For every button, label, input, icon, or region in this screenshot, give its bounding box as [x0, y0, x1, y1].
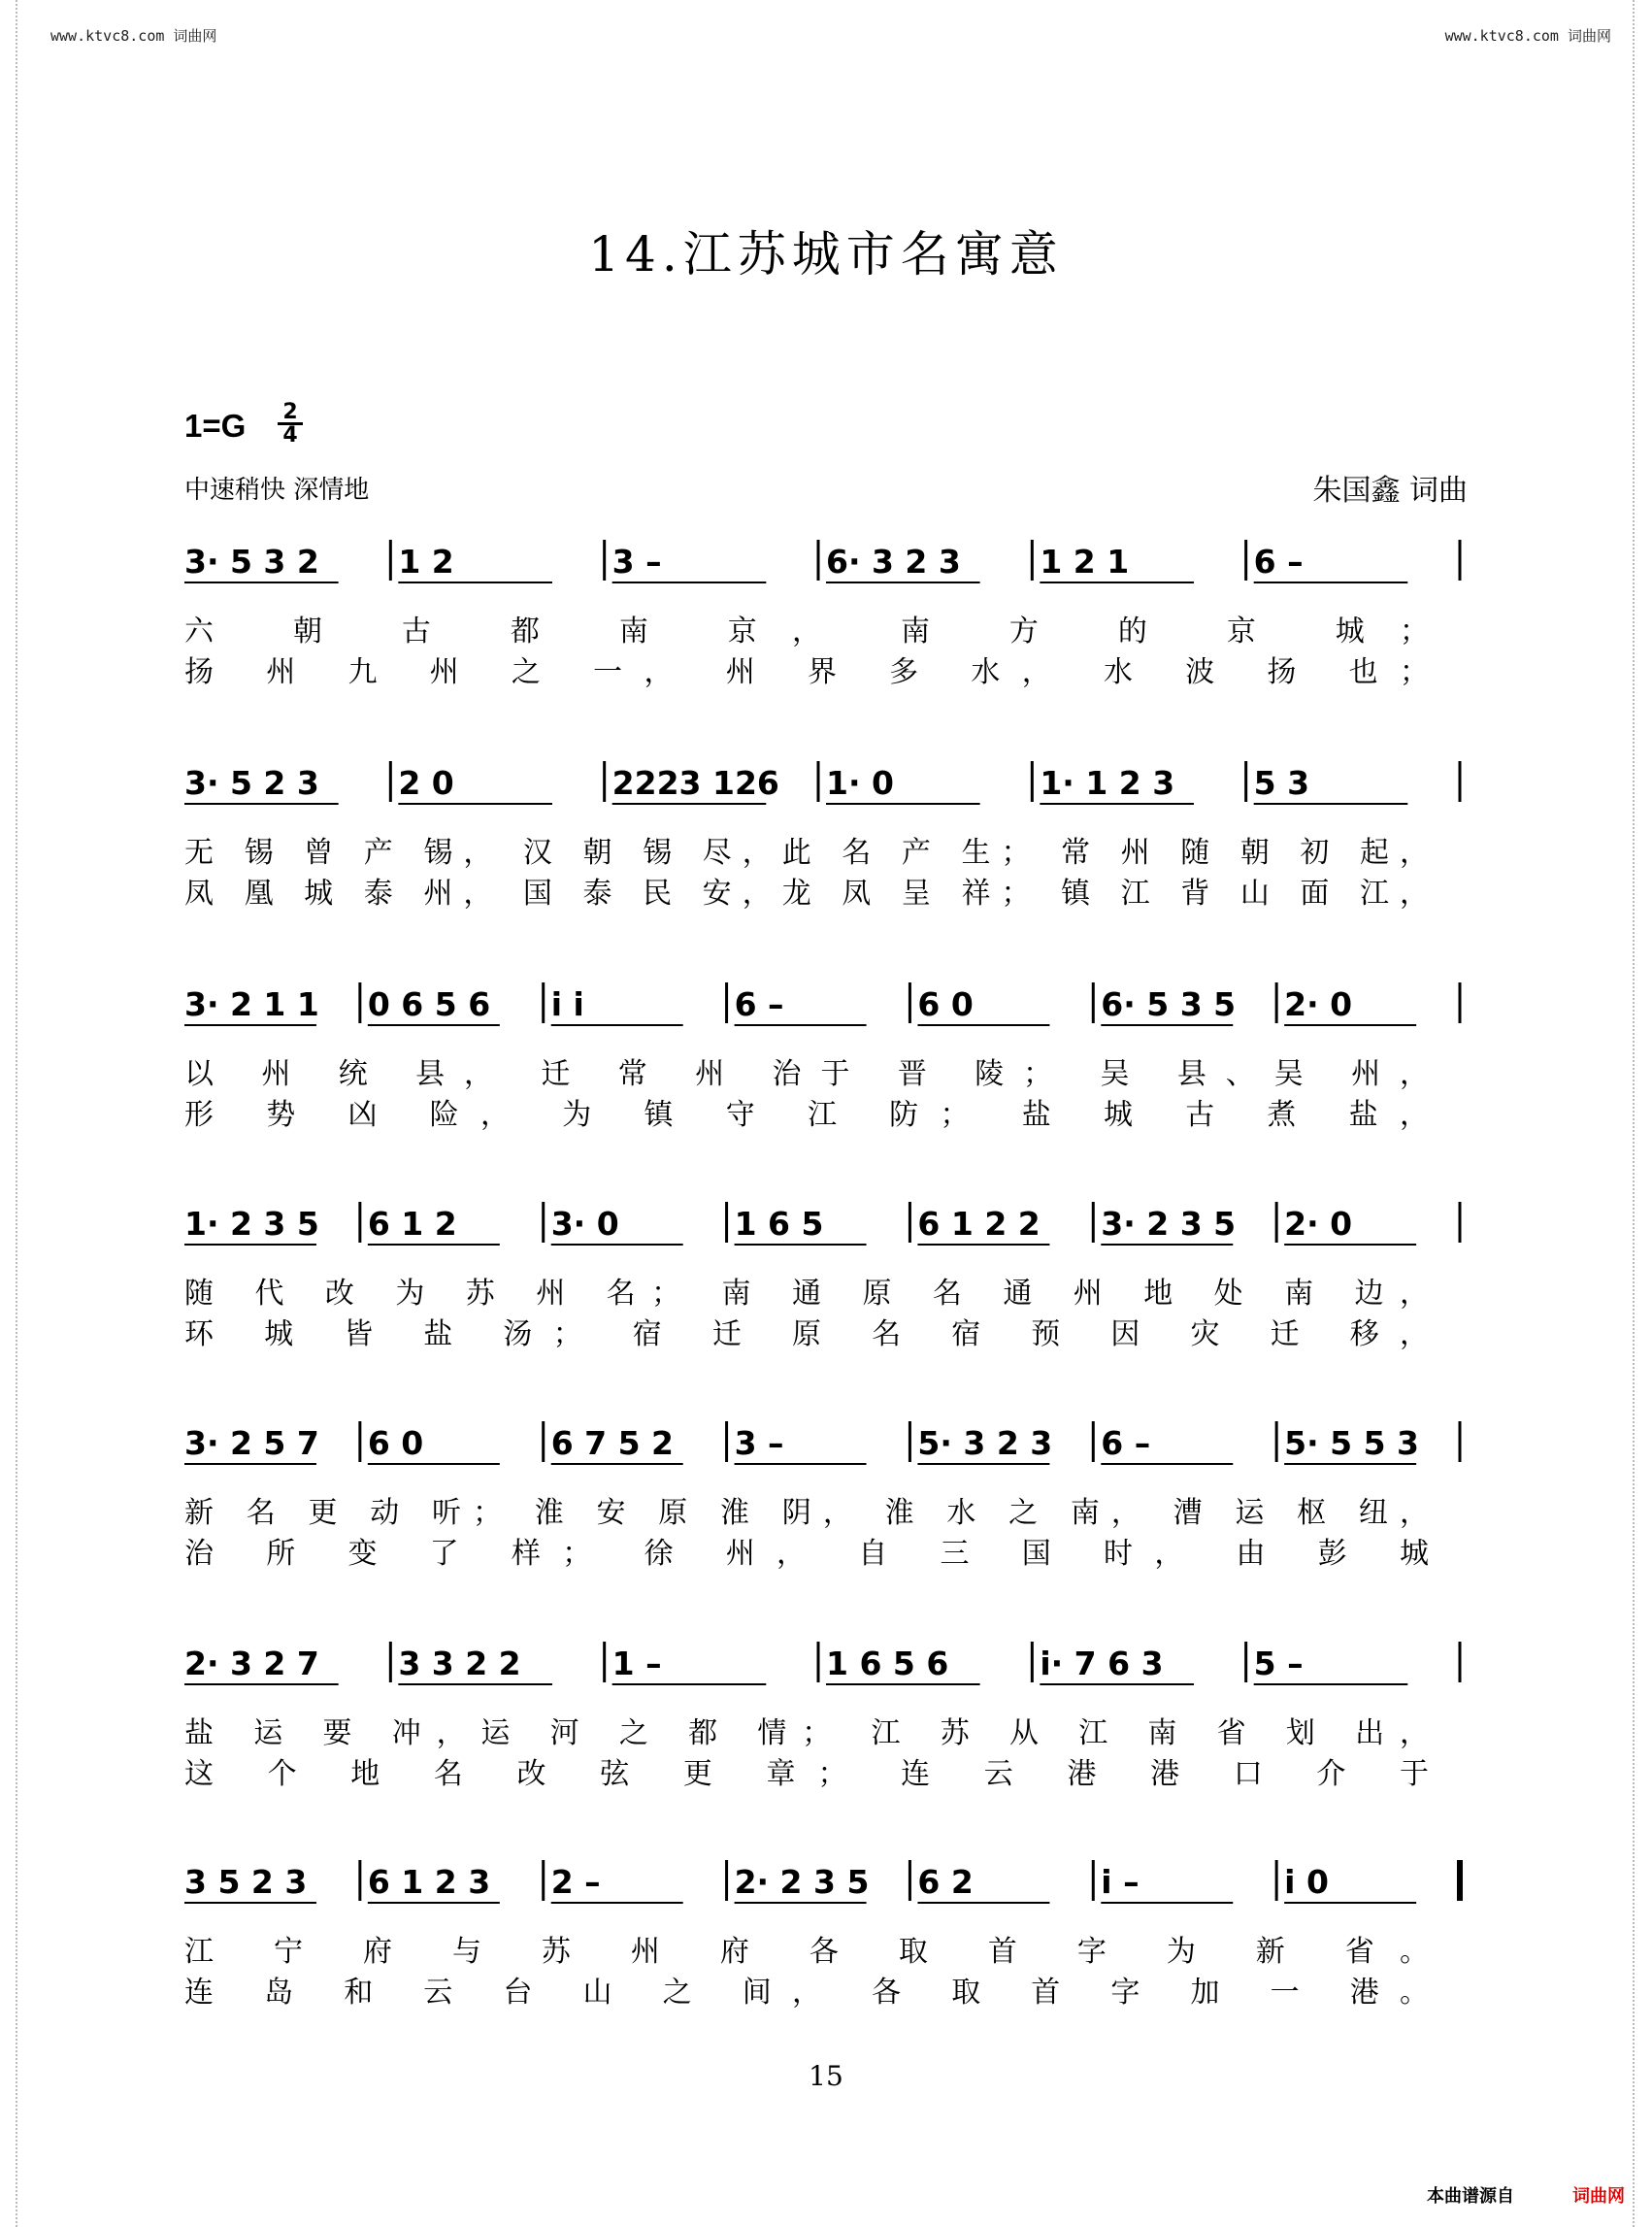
note-group: 1 2 1: [1040, 543, 1130, 581]
note-group: 6 –: [1101, 1424, 1151, 1462]
note-group: 1 6 5: [734, 1205, 824, 1243]
note-group: 3· 2 3 5: [1101, 1205, 1237, 1243]
note-group: 3· 5 3 2: [184, 543, 319, 581]
lyric-line-2: 扬 州 九 州 之 一， 州 界 多 水， 水 波 扬 也；: [184, 655, 1430, 689]
note-group: 6 1 2 3: [367, 1863, 491, 1901]
lyric-line-2: 凤 凰 城 泰 州， 国 泰 民 安，龙 凤 呈 祥； 镇 江 背 山 面 江，: [184, 877, 1430, 911]
note-group: 3 5 2 3: [184, 1863, 308, 1901]
note-group: i i: [550, 985, 584, 1023]
time-numerator: 2: [278, 402, 303, 425]
note-group: 2 –: [550, 1863, 601, 1901]
note-group: 6 7 5 2: [550, 1424, 675, 1462]
note-group: 2· 0: [1284, 985, 1353, 1023]
note-group: 6· 3 2 3: [826, 543, 961, 581]
note-group: i· 7 6 3: [1040, 1645, 1164, 1682]
note-group: 3· 0: [550, 1205, 619, 1243]
note-group: 5 3: [1253, 764, 1310, 802]
lyric-line-1: 六 朝 古 都 南 京， 南 方 的 京 城；: [184, 615, 1430, 648]
time-denominator: 4: [282, 423, 298, 448]
note-group: 0 6 5 6: [367, 985, 491, 1023]
note-group: 1· 1 2 3: [1040, 764, 1175, 802]
note-group: 3· 2 5 7: [184, 1424, 319, 1462]
note-group: 6 0: [367, 1424, 424, 1462]
footer-site: 词曲网: [1572, 2186, 1625, 2207]
lyric-line-1: 新 名 更 动 听； 淮 安 原 淮 阴， 淮 水 之 南， 漕 运 枢 纽，: [184, 1496, 1429, 1530]
note-group: 1 6 5 6: [826, 1645, 949, 1682]
note-group: 1· 0: [826, 764, 894, 802]
tempo-marking: 中速稍快 深情地: [184, 476, 370, 505]
note-group: 6 1 2 2: [917, 1205, 1041, 1243]
lyric-line-2: 环 城 皆 盐 汤； 宿 迁 原 名 宿 预 因 灾 迁 移，: [184, 1317, 1430, 1351]
lyric-line-1: 无 锡 曾 产 锡， 汉 朝 锡 尽，此 名 产 生； 常 州 随 朝 初 起，: [184, 836, 1430, 870]
note-group: 3· 5 2 3: [184, 764, 319, 802]
note-group: 2· 2 3 5: [734, 1863, 870, 1901]
note-group: 5· 3 2 3: [917, 1424, 1053, 1462]
note-group: 6 0: [917, 985, 974, 1023]
lyric-line-1: 以 州 统 县， 迁 常 州 治于 晋 陵； 吴 县、吴 州，: [184, 1057, 1430, 1091]
lyric-line-2: 形 势 凶 险， 为 镇 守 江 防； 盐 城 古 煮 盐，: [184, 1098, 1430, 1132]
lyric-line-1: 盐 运 要 冲，运 河 之 都 情； 江 苏 从 江 南 省 划 出，: [184, 1716, 1429, 1750]
note-group: 2· 0: [1284, 1205, 1353, 1243]
note-group: i 0: [1284, 1863, 1329, 1901]
note-group: 3 –: [611, 543, 662, 581]
note-group: 3· 2 1 1: [184, 985, 319, 1023]
note-group: 6 –: [734, 985, 784, 1023]
note-group: 1 –: [611, 1645, 662, 1682]
footer-source: 本曲谱源自: [1427, 2186, 1514, 2207]
author-credit: 朱国鑫 词曲: [1312, 474, 1468, 508]
lyric-line-2: 这 个 地 名 改 弦 更 章； 连 云 港 港 口 介 于: [184, 1757, 1429, 1791]
note-group: 2 0: [398, 764, 454, 802]
lyric-line-1: 随 代 改 为 苏 州 名； 南 通 原 名 通 州 地 处 南 边，: [184, 1277, 1429, 1311]
note-group: 1· 2 3 5: [184, 1205, 319, 1243]
song-title: 14.江苏城市名寓意: [588, 226, 1064, 283]
note-group: 5 –: [1253, 1645, 1304, 1682]
note-group: 6 1 2: [367, 1205, 457, 1243]
key-signature: 1=G: [184, 408, 247, 444]
note-group: 5· 5 5 3: [1284, 1424, 1420, 1462]
lyric-line-2: 连 岛 和 云 台 山 之 间， 各 取 首 字 加 一 港。: [184, 1976, 1430, 2010]
note-group: 2· 3 2 7: [184, 1645, 319, 1682]
lyric-line-1: 江 宁 府 与 苏 州 府 各 取 首 字 为 新 省。: [184, 1935, 1430, 1969]
header-watermark-left: www.ktvc8.com 词曲网: [50, 27, 217, 45]
note-group: 2223 126: [611, 764, 779, 802]
note-group: 6 2: [917, 1863, 974, 1901]
note-group: 3 –: [734, 1424, 784, 1462]
note-group: i –: [1101, 1863, 1140, 1901]
page-number: 15: [809, 2060, 843, 2092]
lyric-line-2: 治 所 变 了 样； 徐 州， 自 三 国 时， 由 彭 城: [184, 1537, 1430, 1571]
header-watermark-right: www.ktvc8.com 词曲网: [1444, 27, 1611, 45]
note-group: 6 –: [1253, 543, 1304, 581]
note-group: 3 3 2 2: [398, 1645, 521, 1682]
note-group: 6· 5 3 5: [1101, 985, 1237, 1023]
note-group: 1 2: [398, 543, 454, 581]
